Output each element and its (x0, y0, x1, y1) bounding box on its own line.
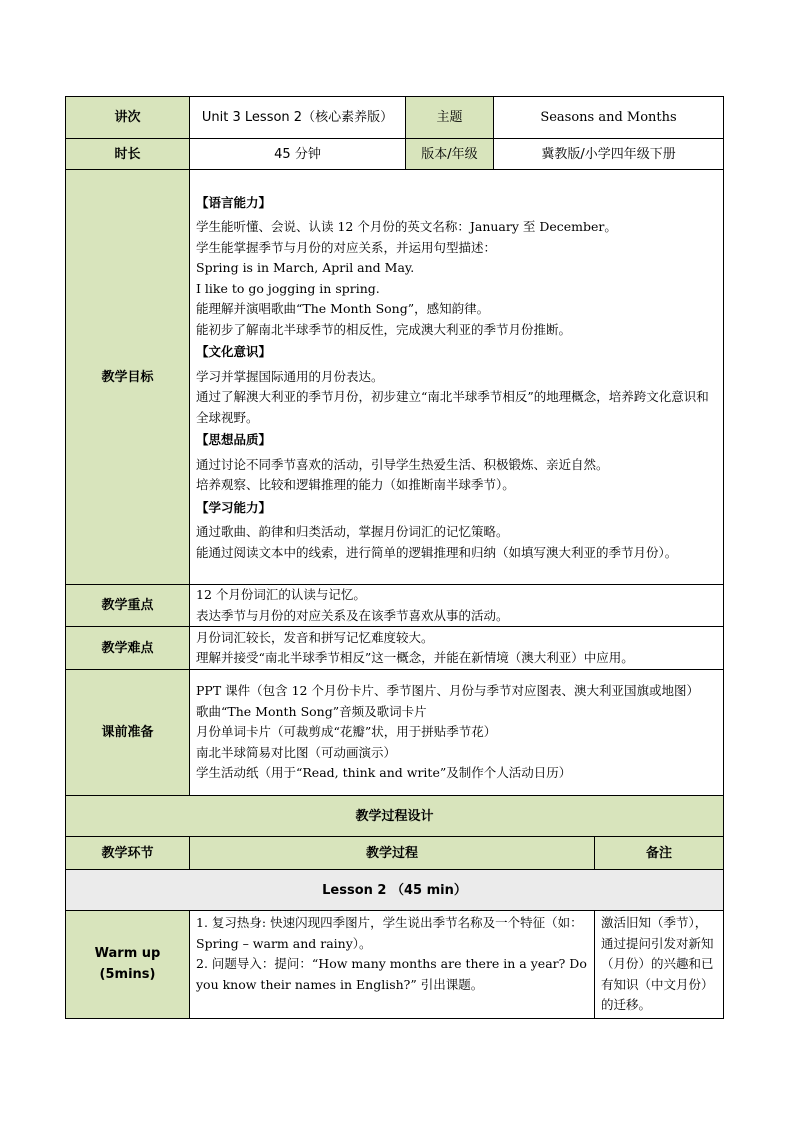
objective-line: 通过歌曲、韵律和归类活动，掌握月份词汇的记忆策略。 (196, 524, 509, 540)
objective-line: 能理解并演唱歌曲“The Month Song”，感知韵律。 (196, 301, 490, 317)
difficulties-row (66, 627, 724, 670)
preparation-line: 南北半球简易对比图（可动画演示） (196, 744, 397, 760)
theme-label: 主题 (406, 97, 494, 139)
key-point-line: 表达季节与月份的对应关系及在该季节喜欢从事的活动。 (196, 607, 509, 623)
objective-line: 学习并掌握国际通用的月份表达。 (196, 368, 384, 384)
objective-section-title: 【思想品质】 (196, 432, 272, 448)
objective-section-title: 【文化意识】 (196, 344, 272, 360)
difficulty-line: 月份词汇较长，发音和拼写记忆难度较大。 (196, 629, 434, 645)
objective-line: Spring is in March, April and May. (196, 260, 415, 276)
edition-value: 冀教版/小学四年级下册 (494, 139, 724, 170)
warmup-stage-time: (5mins) (99, 967, 156, 983)
warmup-stage (66, 911, 190, 1019)
objective-line: 学生能掌握季节与月份的对应关系，并运用句型描述： (196, 239, 497, 255)
key-points-content (190, 585, 724, 627)
objective-section-title: 【学习能力】 (196, 499, 272, 515)
duration-label: 时长 (66, 139, 190, 170)
lecture-label: 讲次 (66, 97, 190, 139)
col-stage-header: 教学环节 (66, 837, 190, 870)
difficulties-label: 教学难点 (66, 627, 190, 670)
warmup-row (66, 911, 724, 1019)
objective-line: 能通过阅读文本中的线索，进行简单的逻辑推理和归纳（如填写澳大利亚的季节月份）。 (196, 544, 678, 560)
objective-line: 通过了解澳大利亚的季节月份，初步建立“南北半球季节相反”的地理概念，培养跨文化意识和全球视野。 (196, 389, 709, 425)
col-process-header: 教学过程 (190, 837, 595, 870)
edition-label: 版本/年级 (406, 139, 494, 170)
header-row-duration (66, 139, 724, 170)
process-design-row (66, 796, 724, 837)
preparation-line: 月份单词卡片（可裁剪成“花瓣”状，用于拼贴季节花） (196, 724, 497, 740)
warmup-process-step: 2. 问题导入：提问：“How many months are there in a year? Do you know their names in English?” 引出课题。 (196, 956, 587, 992)
process-columns-row (66, 837, 724, 870)
warmup-note-text: 激活旧知（季节），通过提问引发对新知（月份）的兴趣和已有知识（中文月份）的迁移。 (601, 915, 714, 1012)
preparation-line: 歌曲“The Month Song”音频及歌词卡片 (196, 703, 427, 719)
objectives-content (190, 170, 724, 585)
lesson-plan-table (65, 96, 724, 1019)
warmup-process-step: 1. 复习热身: 快速闪现四季图片，学生说出季节名称及一个特征（如：Spring – warm and rainy）。 (196, 915, 583, 951)
process-design-title: 教学过程设计 (66, 796, 724, 837)
key-points-label: 教学重点 (66, 585, 190, 627)
warmup-stage-name: Warm up (94, 946, 161, 962)
preparation-row (66, 670, 724, 796)
objective-line: I like to go jogging in spring. (196, 280, 380, 296)
theme-value: Seasons and Months (494, 97, 724, 139)
key-points-row (66, 585, 724, 627)
difficulties-content (190, 627, 724, 670)
col-note-header: 备注 (595, 837, 724, 870)
preparation-label: 课前准备 (66, 670, 190, 796)
preparation-line: PPT 课件（包含 12 个月份卡片、季节图片、月份与季节对应图表、澳大利亚国旗或地图） (196, 683, 699, 699)
lesson-title: Lesson 2 （45 min） (66, 870, 724, 911)
objective-line: 通过讨论不同季节喜欢的活动，引导学生热爱生活、积极锻炼、亲近自然。 (196, 456, 609, 472)
duration-value: 45 分钟 (190, 139, 406, 170)
difficulty-line: 理解并接受“南北半球季节相反”这一概念，并能在新情境（澳大利亚）中应用。 (196, 650, 634, 665)
header-row-lecture (66, 97, 724, 139)
lecture-value: Unit 3 Lesson 2（核心素养版） (190, 97, 406, 139)
objectives-label: 教学目标 (66, 170, 190, 585)
objective-section-title: 【语言能力】 (196, 194, 272, 210)
warmup-note (595, 911, 724, 1019)
key-point-line: 12 个月份词汇的认读与记忆。 (196, 587, 366, 602)
preparation-line: 学生活动纸（用于“Read, think and write”及制作个人活动日历） (196, 765, 572, 781)
objective-line: 能初步了解南北半球季节的相反性，完成澳大利亚的季节月份推断。 (196, 321, 572, 337)
warmup-process (190, 911, 595, 1019)
objective-line: 学生能听懂、会说、认读 12 个月份的英文名称：January 至 December。 (196, 219, 617, 235)
lesson-title-row (66, 870, 724, 911)
objective-line: 培养观察、比较和逻辑推理的能力（如推断南半球季节）。 (196, 477, 515, 493)
preparation-content (190, 670, 724, 796)
objectives-row (66, 170, 724, 585)
